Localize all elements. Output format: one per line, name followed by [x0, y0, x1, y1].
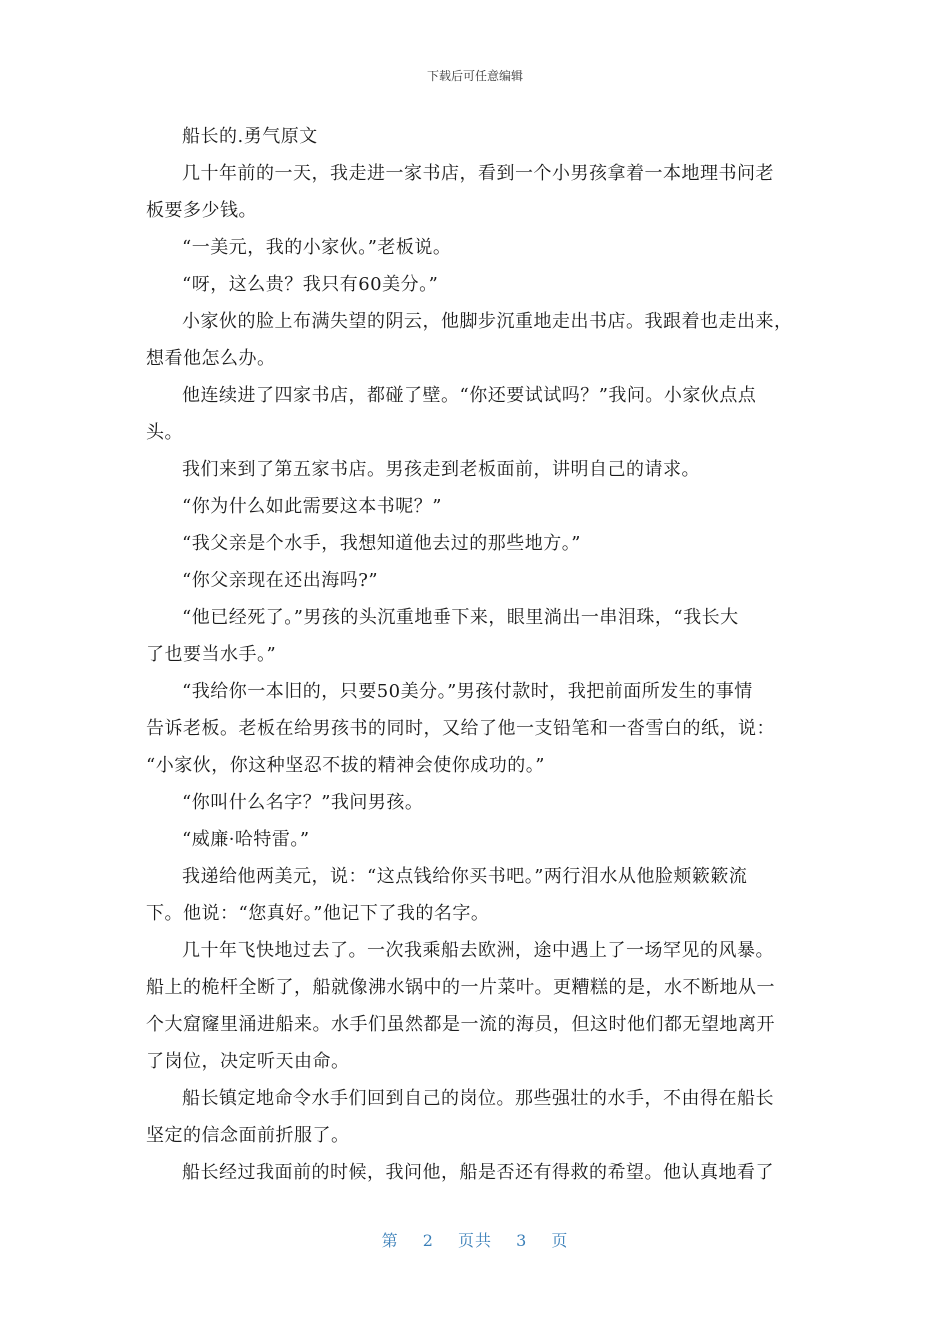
page-header: 下载后可任意编辑 [426, 69, 523, 83]
paragraph-6: 我们来到了第五家书店。男孩走到老板面前，讲明自己的请求。 [182, 459, 700, 480]
paragraph-9: “你父亲现在还出海吗?” [182, 570, 379, 591]
footer-ye: 页 [551, 1231, 569, 1250]
paragraph-15: 几十年飞快地过去了。一次我乘船去欧洲，途中遇上了一场罕见的风暴。 船上的桅杆全断了，船就像沸水锅中的一片菜叶。更糟糕的是，水不断地从一 个大窟窿里涌进船来。水手们虽然都是一流的海员，但这时他们都无望地离开 了岗位，决定听天由命。 [146, 940, 775, 1072]
paragraph-8: “我父亲是个水手，我想知道他去过的那些地方。” [182, 533, 581, 554]
paragraph-2: “一美元，我的小家伙。”老板说。 [182, 237, 452, 258]
page-footer [0, 1228, 950, 1251]
paragraph-12: “你叫什么名字？”我问男孩。 [182, 792, 424, 813]
footer-page-number: 2 [422, 1231, 434, 1250]
paragraph-4: 小家伙的脸上布满失望的阴云，他脚步沉重地走出书店。我跟着也走出来， 想看他怎么办。 [146, 311, 793, 369]
paragraph-1: 几十年前的一天，我走进一家书店，看到一个小男孩拿着一本地理书问老 板要多少钱。 [146, 163, 774, 221]
paragraph-17: 船长经过我面前的时候，我问他，船是否还有得救的希望。他认真地看了 [182, 1162, 774, 1183]
paragraph-16: 船长镇定地命令水手们回到自己的岗位。那些强壮的水手，不由得在船长 坚定的信念面前折服了。 [146, 1088, 774, 1146]
footer-di: 第 [381, 1231, 399, 1250]
paragraph-3: “呀，这么贵？我只有60美分。” [182, 274, 439, 295]
document-title: 船长的.勇气原文 [182, 126, 318, 147]
footer-ye-gong: 页共 [457, 1231, 492, 1250]
paragraph-7: “你为什么如此需要这本书呢？” [182, 496, 442, 517]
paragraph-13: “威廉·哈特雷。” [182, 829, 310, 850]
paragraph-14: 我递给他两美元，说：“这点钱给你买书吧。”两行泪水从他脸颊簌簌流 下。他说：“您真好。”他记下了我的名字。 [146, 866, 748, 924]
footer-total-pages: 3 [516, 1231, 528, 1250]
paragraph-11: “我给你一本旧的，只要50美分。”男孩付款时，我把前面所发生的事情 告诉老板。老板在给男孩书的同时，又给了他一支铅笔和一沓雪白的纸，说： “小家伙，你这种坚忍不拔的精神会使你成功的。” [146, 681, 775, 776]
paragraph-10: “他已经死了。”男孩的头沉重地垂下来，眼里淌出一串泪珠，“我长大 了也要当水手。” [146, 607, 739, 665]
document-body [146, 118, 806, 1191]
paragraph-5: 他连续进了四家书店，都碰了壁。“你还要试试吗？”我问。小家伙点点 头。 [146, 385, 757, 443]
